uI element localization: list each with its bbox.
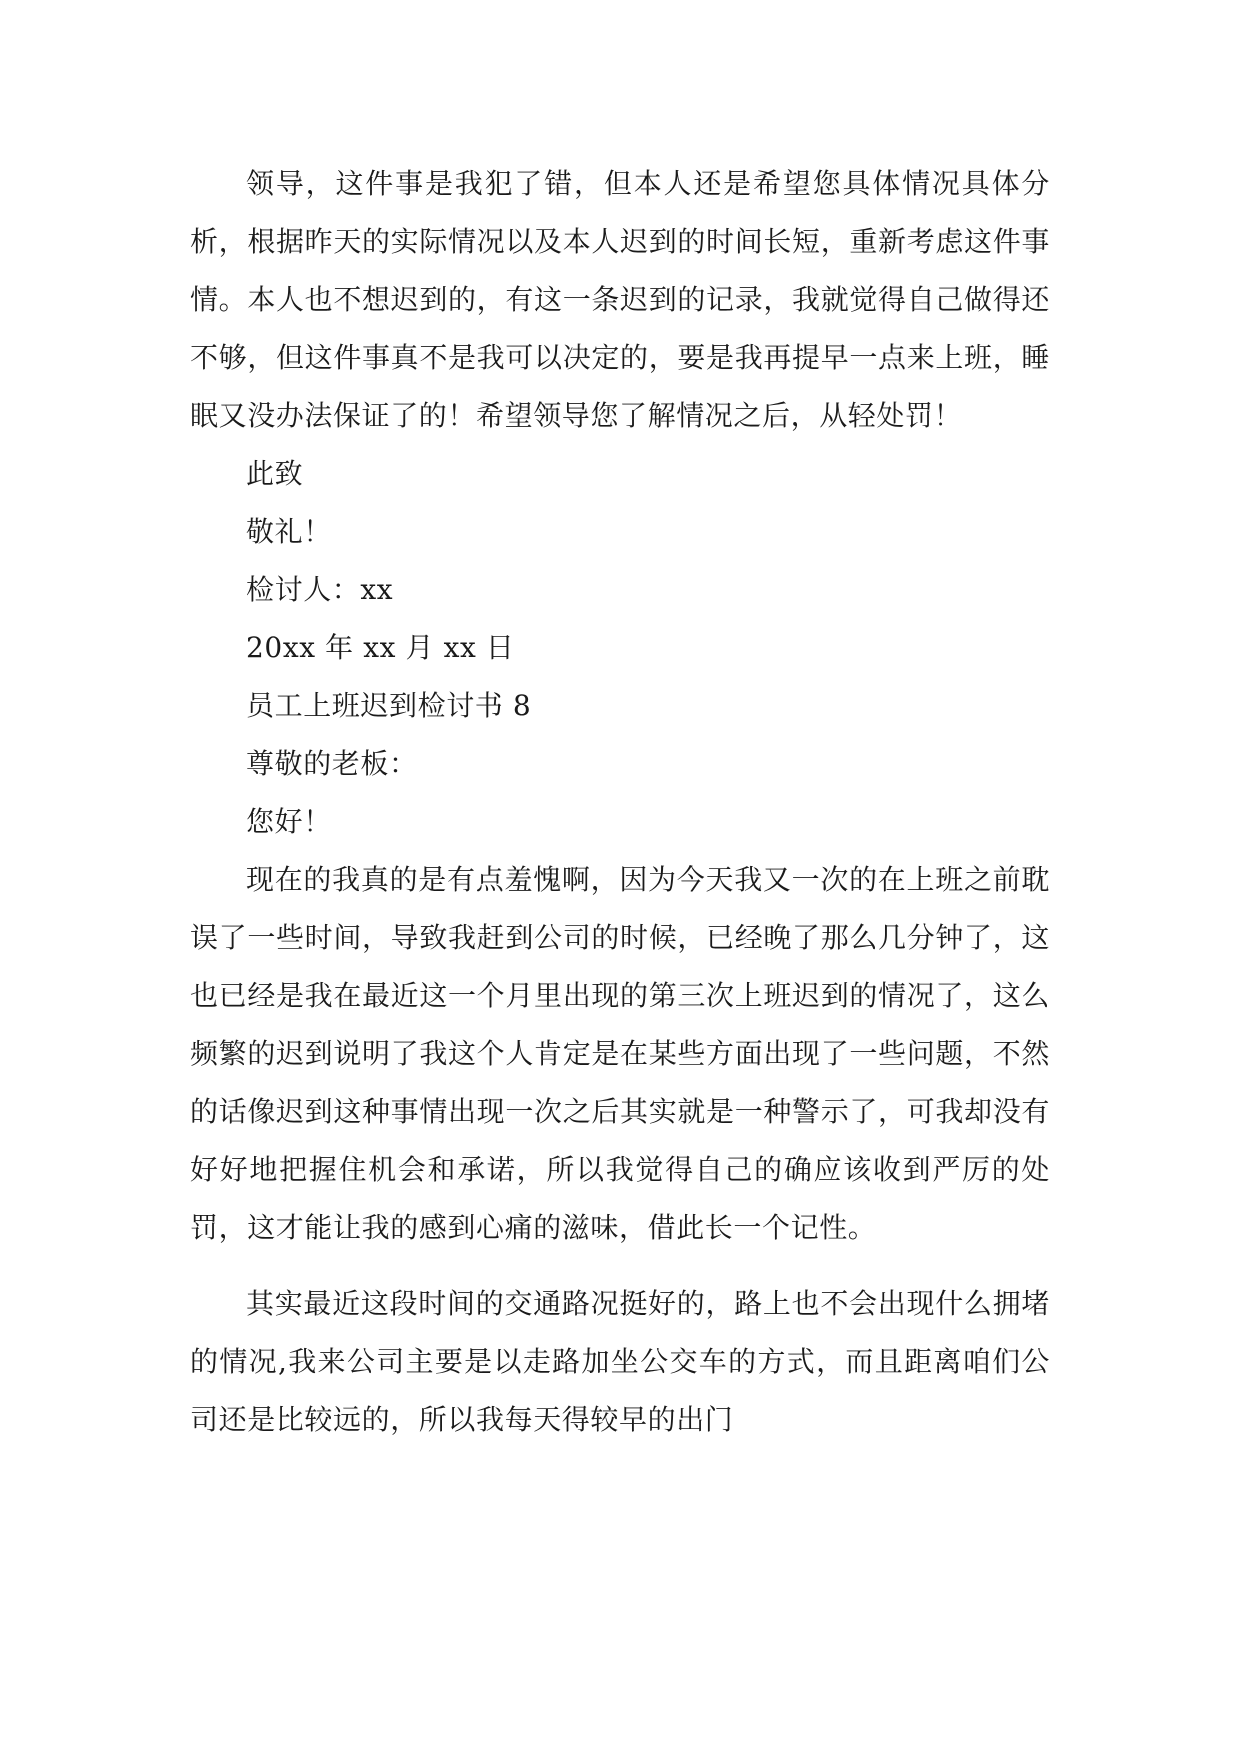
date-line: 20xx 年 xx 月 xx 日 bbox=[246, 631, 515, 664]
document-body bbox=[190, 155, 1050, 1449]
body-paragraph-reconsider: 领导，这件事是我犯了错，但本人还是希望您具体情况具体分析，根据昨天的实际情况以及本人迟到的时间长短，重新考虑这件事情。本人也不想迟到的，有这一条迟到的记录，我就觉得自己做得还不够，但这件事真不是我可以决定的，要是我再提早一点来上班，睡眠又没办法保证了的！希望领导您了解情况之后，从轻处罚！ bbox=[190, 167, 1050, 432]
closing-salutation: 此致 bbox=[246, 457, 304, 490]
body-paragraph-apology: 现在的我真的是有点羞愧啊，因为今天我又一次的在上班之前耽误了一些时间，导致我赶到公司的时候，已经晚了那么几分钟了，这也已经是我在最近这一个月里出现的第三次上班迟到的情况了，这么频繁的迟到说明了我这个人肯定是在某些方面出现了一些问题，不然的话像迟到这种事情出现一次之后其实就是一种警示了，可我却没有好好地把握住机会和承诺，所以我觉得自己的确应该收到严厉的处罚，这才能让我的感到心痛的滋味，借此长一个记性。 bbox=[190, 863, 1050, 1244]
section-title: 员工上班迟到检讨书 8 bbox=[246, 689, 532, 722]
greeting: 您好！ bbox=[246, 805, 332, 838]
closing-respect: 敬礼！ bbox=[246, 515, 332, 548]
body-paragraph-commute: 其实最近这段时间的交通路况挺好的，路上也不会出现什么拥堵的情况,我来公司主要是以走路加坐公交车的方式，而且距离咱们公司还是比较远的，所以我每天得较早的出门 bbox=[190, 1287, 1050, 1436]
signature-line: 检讨人：xx bbox=[246, 573, 394, 606]
greeting-addressee: 尊敬的老板： bbox=[246, 747, 418, 780]
